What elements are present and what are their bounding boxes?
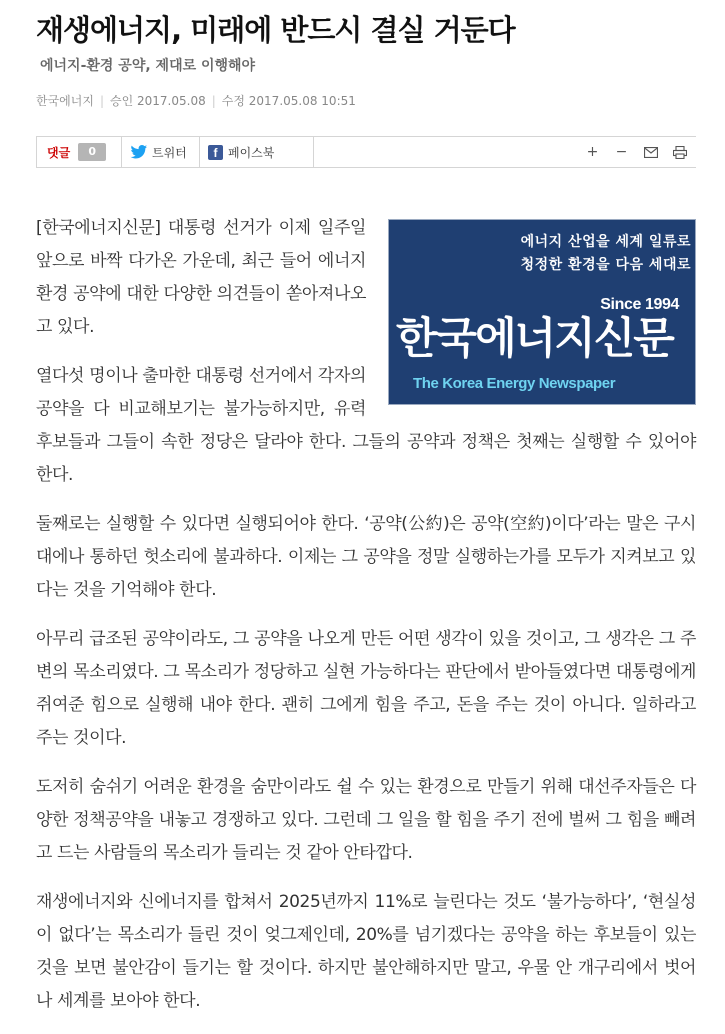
print-icon[interactable] bbox=[665, 144, 694, 160]
twitter-icon bbox=[130, 145, 148, 159]
facebook-share-button[interactable] bbox=[200, 137, 314, 167]
article-body bbox=[36, 212, 696, 1034]
twitter-share-button[interactable] bbox=[122, 137, 200, 167]
facebook-label: 페이스북 bbox=[228, 145, 275, 160]
article-meta bbox=[36, 92, 356, 109]
meta-modified: 수정 2017.05.08 10:51 bbox=[221, 94, 356, 108]
comment-label: 댓글 bbox=[47, 145, 71, 160]
share-toolbar bbox=[36, 136, 696, 168]
comment-count-badge: 0 bbox=[78, 143, 106, 161]
article-paragraph: [한국에너지신문] 대통령 선거가 이제 일주일 앞으로 바짝 다가온 가운데, 최근 들어 에너지 환경 공약에 대한 다양한 의견들이 쏟아져나오고 있다. bbox=[36, 218, 366, 337]
ad-english-name: The Korea Energy Newspaper bbox=[413, 375, 616, 392]
article-tools bbox=[578, 137, 694, 167]
font-increase-icon[interactable]: + bbox=[586, 144, 599, 160]
twitter-label: 트위터 bbox=[152, 145, 187, 160]
article-subtitle: 에너지-환경 공약, 제대로 이행해야 bbox=[40, 58, 256, 74]
meta-divider: | bbox=[99, 94, 105, 108]
article-paragraph: 재생에너지와 신에너지를 합쳐서 2025년까지 11%로 늘린다는 것도 ‘불가능하다’, ‘현실성이 없다’는 목소리가 들린 것이 엊그제인데, 20%를 넘기겠다는 공약을 하는 후보들이 있는 것을 보면 불안감이 들기는 할 것이다. 하지만 불안해하지만 말고, 우물 안 개구리에서 벗어나 세계를 보아야 한다. bbox=[36, 892, 696, 1011]
article-title: 재생에너지, 미래에 반드시 결실 거둔다 bbox=[36, 13, 515, 47]
article-paragraph: 도저히 숨쉬기 어려운 환경을 숨만이라도 쉴 수 있는 환경으로 만들기 위해 대선주자들은 다양한 정책공약을 내놓고 경쟁하고 있다. 그런데 그 일을 할 힘을 주기 전에 벌써 그 힘을 빼려고 드는 사람들의 목소리가 들리는 것 같아 안타깝다. bbox=[36, 777, 696, 863]
newspaper-banner-ad[interactable] bbox=[388, 219, 696, 405]
meta-approved: 승인 2017.05.08 bbox=[110, 94, 206, 108]
ad-slogan-line-1: 에너지 산업을 세계 일류로 bbox=[520, 234, 691, 250]
ad-since: Since 1994 bbox=[600, 296, 679, 313]
article-paragraph: 아무리 급조된 공약이라도, 그 공약을 나오게 만든 어떤 생각이 있을 것이고, 그 생각은 그 주변의 목소리였다. 그 목소리가 정당하고 실현 가능하다는 판단에서 받아들였다면 대통령에게 쥐여준 힘으로 실행해 내야 한다. 괜히 그에게 힘을 주고, 돈을 주는 것이 아니다. 일하라고 주는 것이다. bbox=[36, 629, 696, 748]
email-icon[interactable] bbox=[636, 144, 665, 160]
ad-slogan-line-2: 청정한 환경을 다음 세대로 bbox=[520, 257, 691, 273]
ad-brand-logo: 한국에너지신문 bbox=[396, 314, 673, 364]
meta-divider: | bbox=[211, 94, 216, 108]
article-paragraph: 둘째로는 실행할 수 있다면 실행되어야 한다. ‘공약(公約)은 공약(空約)이다’라는 말은 구시대에나 통하던 헛소리에 불과하다. 이제는 그 공약을 정말 실행하는가를 모두가 지켜보고 있다는 것을 기억해야 한다. bbox=[36, 514, 696, 600]
article-paragraph: 열다섯 명이나 출마한 대통령 선거에서 각자의 공약을 다 비교해보기는 불가능하지만, 유력 후보들과 그들이 속한 정당은 달라야 한다. 그들의 공약과 정책은 첫째는 실행할 수 있어야 한다. bbox=[36, 366, 696, 485]
meta-source: 한국에너지 bbox=[36, 94, 94, 108]
font-decrease-icon[interactable]: − bbox=[615, 144, 628, 160]
facebook-icon: f bbox=[208, 145, 223, 160]
comment-button[interactable] bbox=[36, 137, 122, 167]
